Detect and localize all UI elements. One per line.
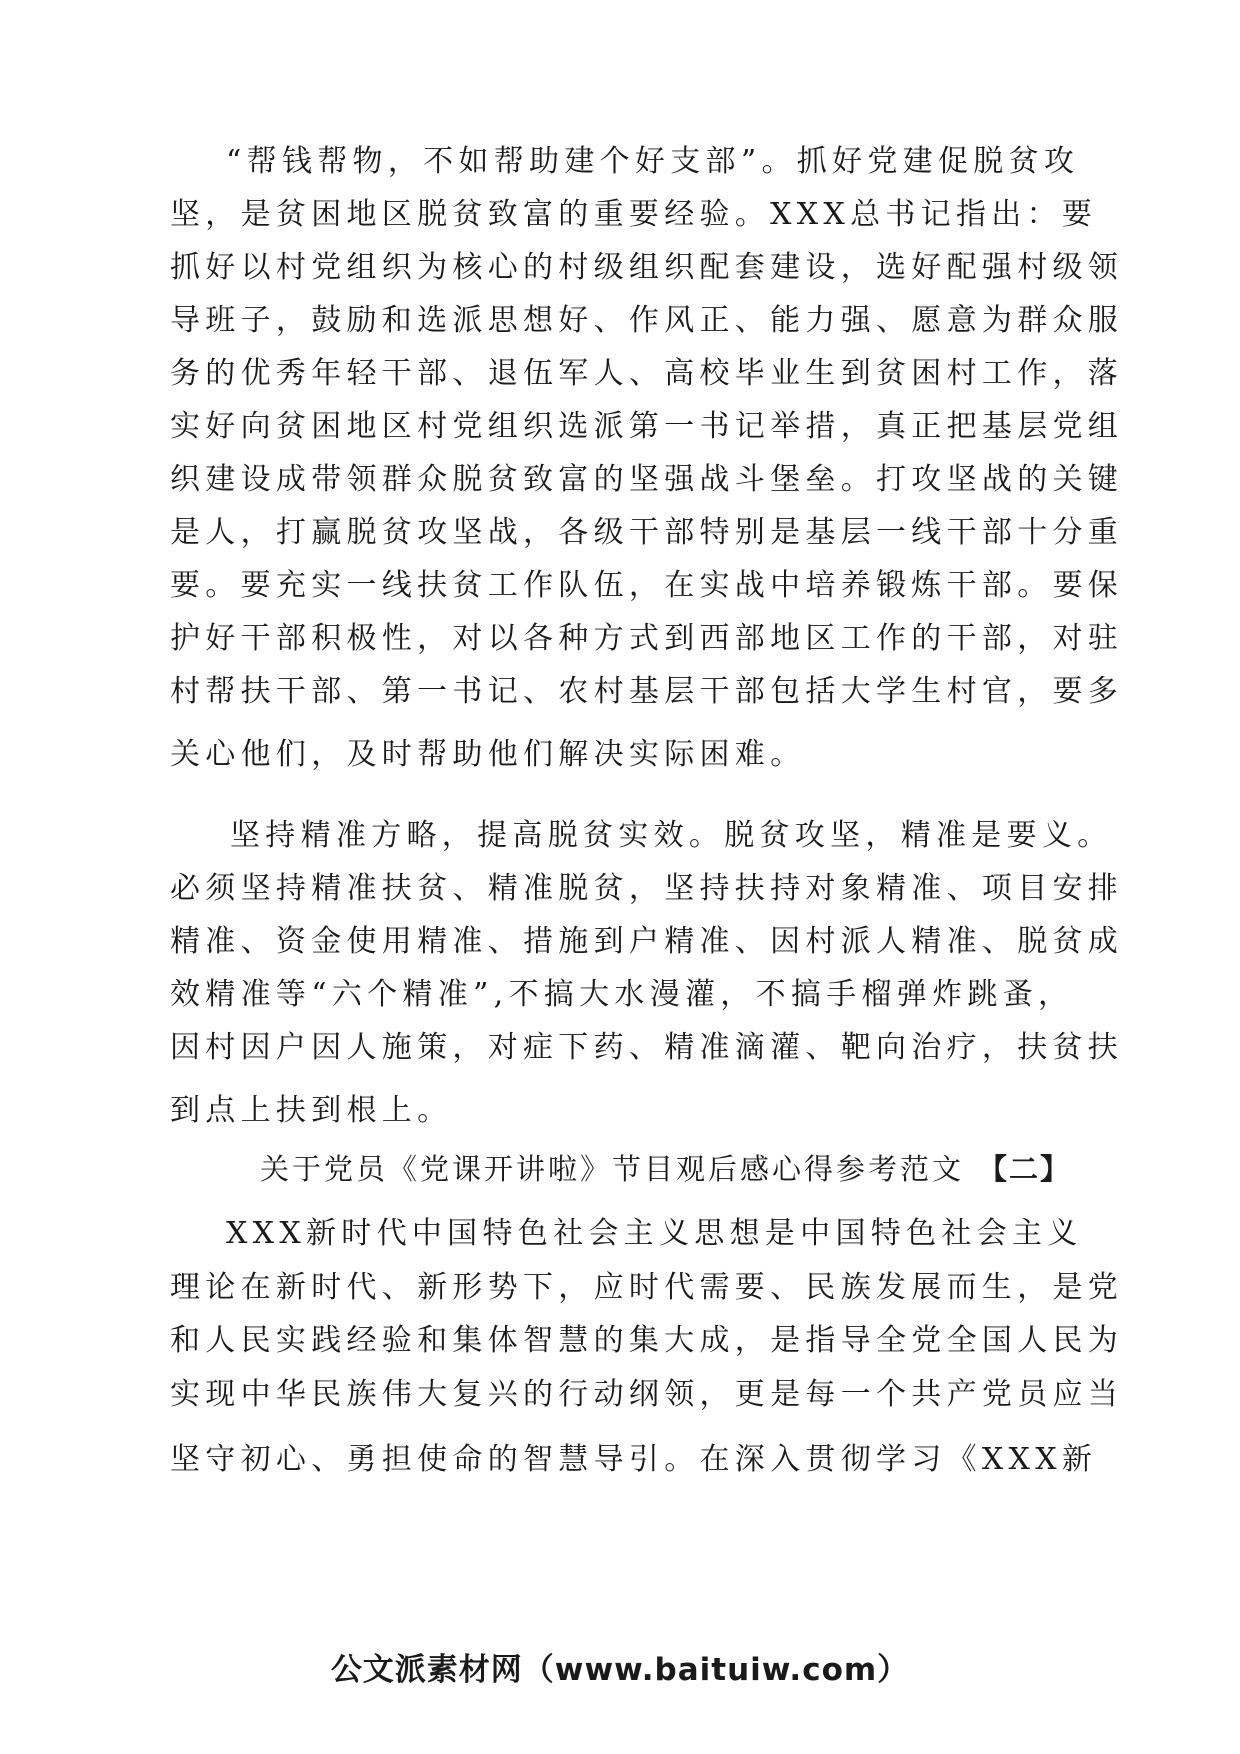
text-line: 理论在新时代、新形势下，应时代需要、民族发展而生，是党 — [170, 1270, 1124, 1305]
text-line: 要。要充实一线扶贫工作队伍，在实战中培养锻炼干部。要保 — [170, 568, 1124, 603]
section-heading — [260, 1149, 1071, 1189]
text-line: 精准、资金使用精准、措施到户精准、因村派人精准、脱贫成 — [170, 924, 1124, 959]
text-line: 实现中华民族伟大复兴的行动纲领，更是每一个共产党员应当 — [170, 1377, 1124, 1412]
text-line: 坚持精准方略，提高脱贫实效。脱贫攻坚，精准是要义。 — [230, 818, 1113, 853]
text-line: 坚守初心、勇担使命的智慧导引。在深入贯彻学习《XXX新 — [170, 1442, 1098, 1477]
text-line: 坚，是贫困地区脱贫致富的重要经验。XXX总书记指出：要 — [170, 197, 1098, 232]
text-line: 因村因户因人施策，对症下药、精准滴灌、靶向治疗，扶贫扶 — [170, 1030, 1124, 1065]
text-line: 到点上扶到根上。 — [170, 1093, 453, 1128]
text-line: 关心他们，及时帮助他们解决实际困难。 — [170, 737, 806, 772]
section-heading-number: 【二】 — [978, 1152, 1072, 1186]
text-line: 抓好以村党组织为核心的村级组织配套建设，选好配强村级领 — [170, 250, 1124, 285]
footer-watermark: 公文派素材网（www.baituiw.com） — [330, 1652, 910, 1688]
text-line: “帮钱帮物，不如帮助建个好支部”。抓好党建促脱贫攻 — [226, 144, 1080, 179]
text-line: 必须坚持精准扶贫、精准脱贫，坚持扶持对象精准、项目安排 — [170, 871, 1124, 906]
text-line: 护好干部积极性，对以各种方式到西部地区工作的干部，对驻 — [170, 621, 1124, 656]
section-heading-text: 关于党员《党课开讲啦》节目观后感心得参考范文 — [260, 1152, 965, 1186]
text-line: 导班子，鼓励和选派思想好、作风正、能力强、愿意为群众服 — [170, 303, 1124, 338]
text-line: 务的优秀年轻干部、退伍军人、高校毕业生到贫困村工作，落 — [170, 356, 1124, 391]
text-line: 实好向贫困地区村党组织选派第一书记举措，真正把基层党组 — [170, 409, 1124, 444]
text-line: 效精准等“六个精准”,不搞大水漫灌，不搞手榴弹炸跳蚤， — [170, 977, 1074, 1012]
text-line: 织建设成带领群众脱贫致富的坚强战斗堡垒。打攻坚战的关键 — [170, 462, 1124, 497]
text-line: 和人民实践经验和集体智慧的集大成，是指导全党全国人民为 — [170, 1323, 1124, 1358]
text-line: XXX新时代中国特色社会主义思想是中国特色社会主义 — [226, 1216, 1083, 1251]
text-line: 是人，打赢脱贫攻坚战，各级干部特别是基层一线干部十分重 — [170, 515, 1124, 550]
text-line: 村帮扶干部、第一书记、农村基层干部包括大学生村官，要多 — [170, 674, 1124, 709]
